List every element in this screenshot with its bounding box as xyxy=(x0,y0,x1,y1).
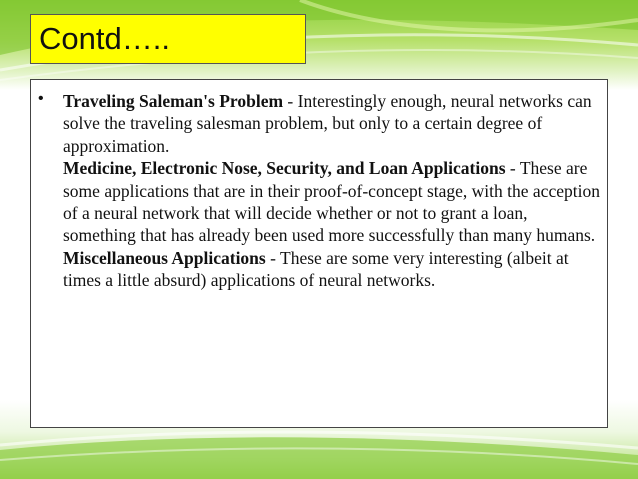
heading-separator: - xyxy=(265,247,280,268)
paragraph-heading: Traveling Saleman's Problem xyxy=(63,91,284,111)
paragraph-text: These are some applications that are in their proof-of-concept stage, with the acception of a neural network that will decide whether or not to grant a loan, something that has already been used more successfully than many humans. xyxy=(63,158,600,246)
slide-title: Contd….. xyxy=(39,21,170,56)
heading-separator: - xyxy=(283,91,298,111)
slide-title-box xyxy=(30,14,306,64)
bullet-item xyxy=(63,90,603,292)
paragraph-text: These are some very interesting (albeit at times a little absurd) applications of neural networks. xyxy=(63,247,569,291)
paragraph-heading: Miscellaneous Applications xyxy=(63,247,266,268)
paragraph-heading: Medicine, Electronic Nose, Security, and Loan Applications xyxy=(63,158,506,179)
bullet-marker: • xyxy=(38,90,44,107)
paragraph-text: Interestingly enough, neural networks can solve the traveling salesman problem, but only to a certain degree of approximation. xyxy=(63,91,592,156)
content-box xyxy=(30,79,608,428)
heading-separator: - xyxy=(505,158,520,179)
